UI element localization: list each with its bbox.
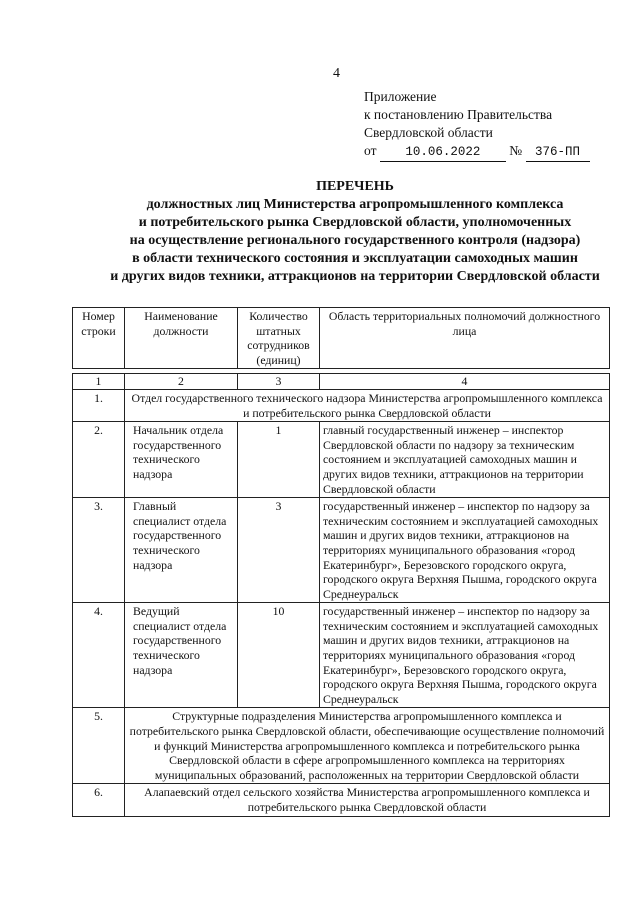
- table-row: [73, 422, 610, 498]
- authority-area: государственный инженер – инспектор по надзору за техническим состоянием и эксплуатацией самоходных машин и других видов техники, аттракционов на территориях муниципального образования «город Екатеринбург», Березовского городского округа, городского округа Верхняя Пышма, городского округа Среднеуральск: [320, 603, 610, 708]
- header-num: Номер строки: [73, 308, 125, 369]
- authority-area: главный государственный инженер – инспектор Свердловской области по надзору за техническим состоянием и эксплуатацией самоходных машин и других видов техники, аттракционов на территории Свердловской области: [320, 422, 610, 498]
- authority-area: государственный инженер – инспектор по надзору за техническим состоянием и эксплуатацией самоходных машин и других видов техники, аттракционов на территориях муниципального образования «город Екатеринбург», Березовского городского округа, городского округа Верхняя Пышма, городского округа Среднеуральск: [320, 498, 610, 603]
- appendix-line-3: Свердловской области: [364, 125, 493, 140]
- resolution-number: 376-ПП: [526, 143, 590, 162]
- header-count: Количество штатных сотрудников (единиц): [238, 308, 320, 369]
- resolution-date: 10.06.2022: [380, 143, 506, 162]
- position-name: Начальник отдела государственного технического надзора: [125, 422, 238, 498]
- table-row: [73, 389, 610, 421]
- row-number: 5.: [73, 708, 125, 784]
- title-line-4: в области технического состояния и эксплуатации самоходных машин: [132, 251, 578, 266]
- col-number-3: 3: [238, 374, 320, 390]
- appendix-date-line: [364, 142, 590, 162]
- section-title: Структурные подразделения Министерства агропромышленного комплекса и потребительского рынка Свердловской области, обеспечивающие осуществление полномочий и функций Министерства агропромышленного комплекса и потребительского рынка Свердловской области в сфере агропромышленного комплекса на территориях муниципальных образований, расположенных на территории Свердловской области: [125, 708, 610, 784]
- header-area: Область территориальных полномочий должностного лица: [320, 308, 610, 369]
- officials-table: [72, 307, 610, 817]
- appendix-line-2: к постановлению Правительства: [364, 107, 553, 122]
- table-row: [73, 498, 610, 603]
- appendix-line-1: Приложение: [364, 89, 437, 104]
- header-position: Наименование должности: [125, 308, 238, 369]
- title-line-1: должностных лиц Министерства агропромышленного комплекса: [146, 197, 564, 212]
- section-title: Отдел государственного технического надзора Министерства агропромышленного комплекса и потребительского рынка Свердловской области: [125, 389, 610, 421]
- staff-count: 10: [238, 603, 320, 708]
- row-number: 3.: [73, 498, 125, 603]
- section-title: Алапаевский отдел сельского хозяйства Министерства агропромышленного комплекса и потребительского рынка Свердловской области: [125, 784, 610, 816]
- number-label: №: [509, 143, 523, 158]
- col-number-2: 2: [125, 374, 238, 390]
- row-number: 4.: [73, 603, 125, 708]
- table-row: [73, 603, 610, 708]
- document-title: [60, 178, 640, 286]
- row-number: 1.: [73, 389, 125, 421]
- row-number: 6.: [73, 784, 125, 816]
- title-line-5: и других видов техники, аттракционов на территории Свердловской области: [110, 269, 600, 284]
- title-heading: ПЕРЕЧЕНЬ: [316, 179, 394, 194]
- title-line-2: и потребительского рынка Свердловской области, уполномоченных: [138, 215, 572, 230]
- title-line-3: на осуществление регионального государственного контроля (надзора): [129, 233, 581, 248]
- page-number: 4: [333, 66, 340, 81]
- col-number-1: 1: [73, 374, 125, 390]
- appendix-block: [364, 88, 590, 162]
- position-name: Главный специалист отдела государственного технического надзора: [125, 498, 238, 603]
- column-number-row: [73, 374, 610, 390]
- col-number-4: 4: [320, 374, 610, 390]
- from-label: от: [364, 143, 377, 158]
- staff-count: 3: [238, 498, 320, 603]
- staff-count: 1: [238, 422, 320, 498]
- position-name: Ведущий специалист отдела государственного технического надзора: [125, 603, 238, 708]
- table-row: [73, 784, 610, 816]
- row-number: 2.: [73, 422, 125, 498]
- table-header-row: [73, 308, 610, 369]
- table-row: [73, 708, 610, 784]
